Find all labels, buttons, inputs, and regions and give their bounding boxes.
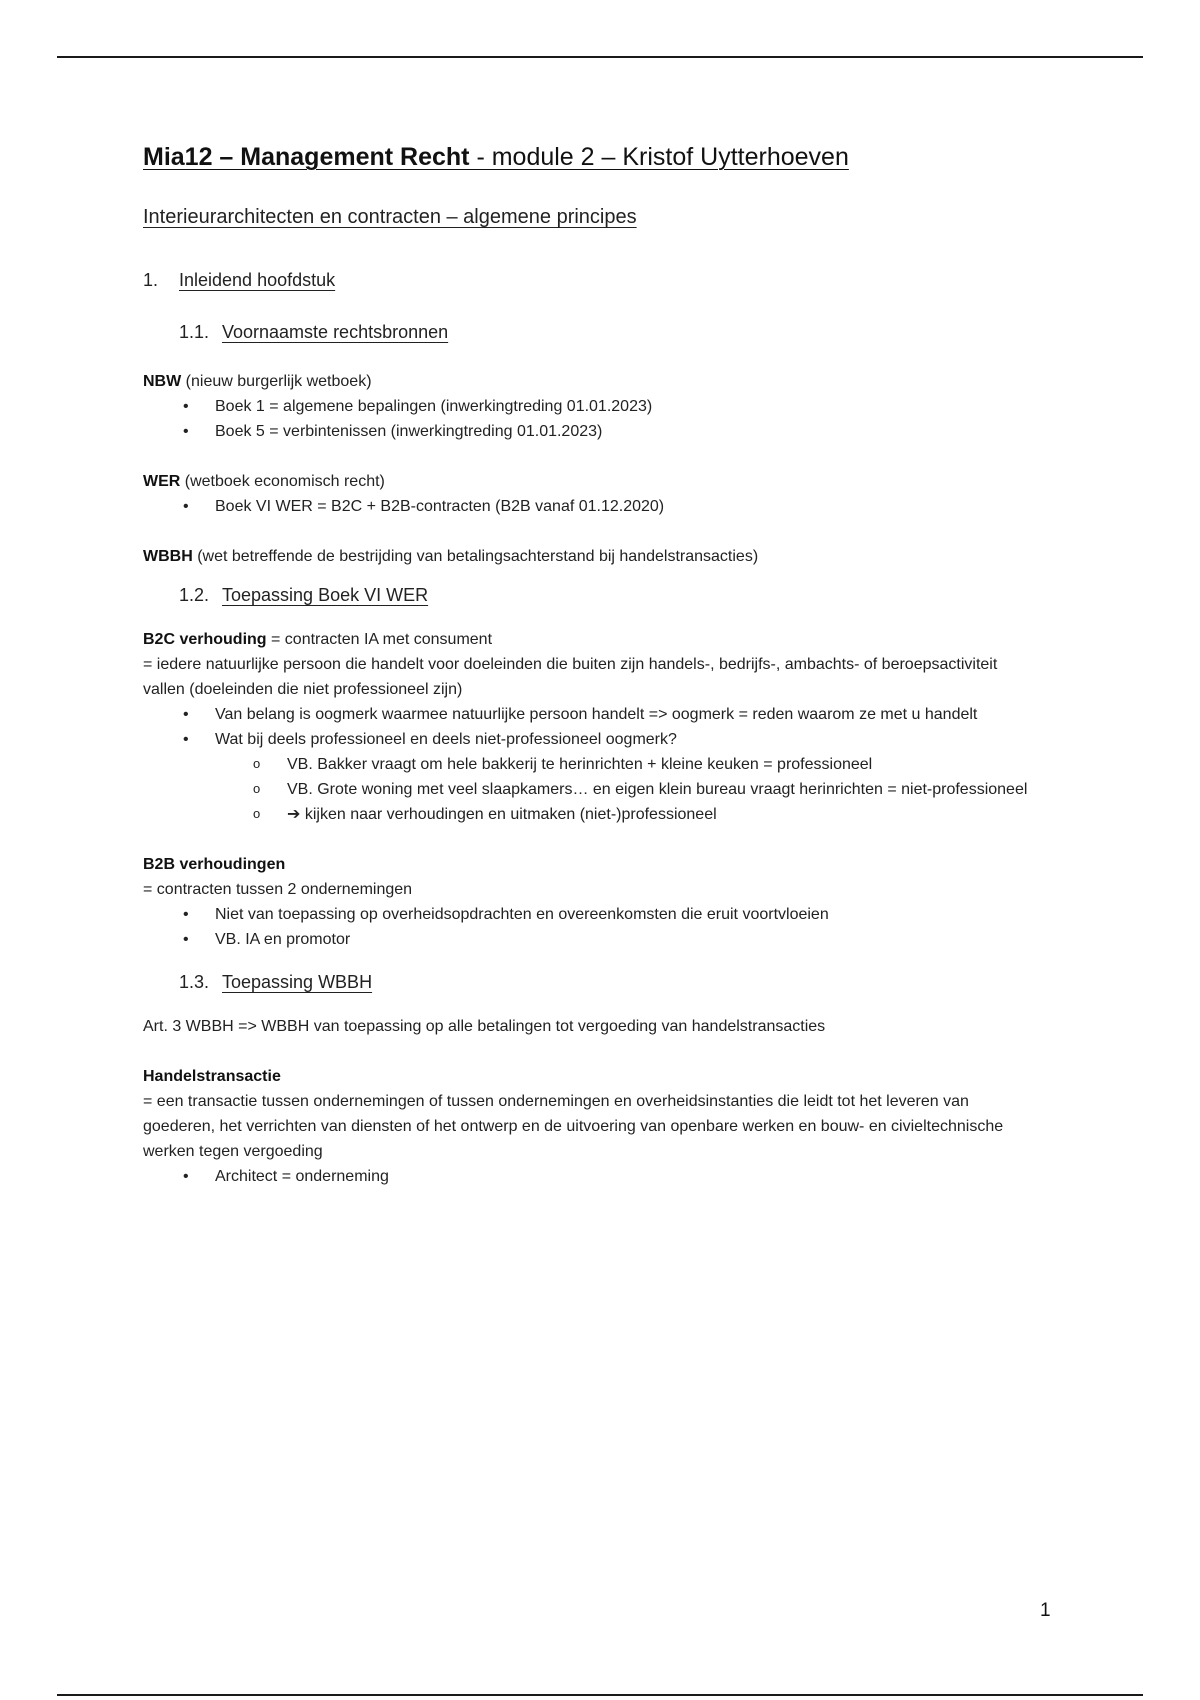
- heading-1-1: [179, 320, 1043, 344]
- b2b-list: [143, 902, 1043, 952]
- heading-1: [143, 268, 1043, 292]
- nbw-desc: (nieuw burgerlijk wetboek): [181, 373, 372, 390]
- wer-term: WER: [143, 473, 181, 490]
- document-title: [143, 140, 1043, 174]
- list-item: • Niet van toepassing op overheidsopdrachten en overeenkomsten die eruit voortvloeien: [143, 902, 1043, 927]
- heading-1-title: Inleidend hoofdstuk: [179, 270, 336, 290]
- b2b-definition: [143, 852, 1043, 877]
- list-item: • Boek VI WER = B2C + B2B-contracten (B2B vanaf 01.12.2020): [143, 494, 1043, 519]
- b2c-definition: [143, 627, 1043, 652]
- heading-1-2: [179, 583, 1043, 607]
- heading-1-3-title: Toepassing WBBH: [222, 972, 373, 992]
- b2b-term: B2B verhoudingen: [143, 856, 286, 873]
- nbw-definition: [143, 369, 1043, 394]
- wer-list: [143, 494, 1043, 519]
- heading-1-2-title: Toepassing Boek VI WER: [222, 585, 429, 605]
- wbbh-desc: (wet betreffende de bestrijding van betalingsachterstand bij handelstransacties): [192, 548, 759, 565]
- page-number: 1: [1040, 1600, 1051, 1621]
- title-underlined: [143, 143, 849, 171]
- handelstransactie-list: [143, 1164, 1043, 1189]
- document-subtitle: Interieurarchitecten en contracten – algemene principes: [143, 206, 637, 228]
- art3-text: Art. 3 WBBH => WBBH van toepassing op alle betalingen tot vergoeding van handelstransacties: [143, 1018, 826, 1035]
- list-item: • Wat bij deels professioneel en deels niet-professioneel oogmerk?: [143, 727, 1043, 752]
- wbbh-term: WBBH: [143, 548, 193, 565]
- heading-1-3-number: 1.3.: [179, 972, 210, 992]
- title-rest: - module 2 – Kristof Uytterhoeven: [469, 143, 849, 171]
- sub-list-item: o VB. Bakker vraagt om hele bakkerij te herinrichten + kleine keuken = professioneel: [143, 752, 1043, 777]
- b2c-term: B2C verhouding: [143, 631, 267, 648]
- b2b-explanation: = contracten tussen 2 ondernemingen: [143, 881, 413, 898]
- list-item: • VB. IA en promotor: [143, 927, 1043, 952]
- wer-definition: [143, 469, 1043, 494]
- b2c-desc: = contracten IA met consument: [266, 631, 493, 648]
- sub-list-item: o VB. Grote woning met veel slaapkamers… en eigen klein bureau vraagt herinrichten = niet-professioneel: [143, 777, 1043, 802]
- wer-desc: (wetboek economisch recht): [180, 473, 385, 490]
- sub-list-item: o ➔ kijken naar verhoudingen en uitmaken (niet-)professioneel: [143, 802, 1043, 827]
- handelstransactie-explanation: = een transactie tussen ondernemingen of tussen ondernemingen en overheidsinstanties die leidt tot het leveren van goederen, het verrichten van diensten of het ontwerp en de uitvoering van openbare werken en bouw- en civieltechnische werken tegen vergoeding: [143, 1093, 1004, 1160]
- header-rule: [57, 56, 1143, 58]
- heading-1-number: 1.: [143, 270, 159, 290]
- wbbh-definition: [143, 544, 1043, 569]
- list-item: • Van belang is oogmerk waarmee natuurlijke persoon handelt => oogmerk = reden waarom ze met u handelt: [143, 702, 1043, 727]
- list-item: • Architect = onderneming: [143, 1164, 1043, 1189]
- list-item: • Boek 1 = algemene bepalingen (inwerkingtreding 01.01.2023): [143, 394, 1043, 419]
- handelstransactie-term: Handelstransactie: [143, 1068, 281, 1085]
- b2c-explanation: = iedere natuurlijke persoon die handelt voor doeleinden die buiten zijn handels-, bedrijfs-, ambachts- of beroepsactiviteit vallen (doeleinden die niet professioneel zijn): [143, 656, 998, 698]
- footer-rule: [57, 1694, 1143, 1696]
- handelstransactie-definition: [143, 1064, 1043, 1089]
- title-bold: Mia12 – Management Recht: [143, 143, 470, 171]
- b2c-list: [143, 702, 1043, 827]
- heading-1-2-number: 1.2.: [179, 585, 210, 605]
- heading-1-3: [179, 970, 1043, 994]
- heading-1-1-title: Voornaamste rechtsbronnen: [222, 322, 449, 342]
- heading-1-1-number: 1.1.: [179, 322, 210, 342]
- document-body: [143, 140, 1043, 1189]
- nbw-term: NBW: [143, 373, 182, 390]
- nbw-list: [143, 394, 1043, 444]
- list-item: • Boek 5 = verbintenissen (inwerkingtreding 01.01.2023): [143, 419, 1043, 444]
